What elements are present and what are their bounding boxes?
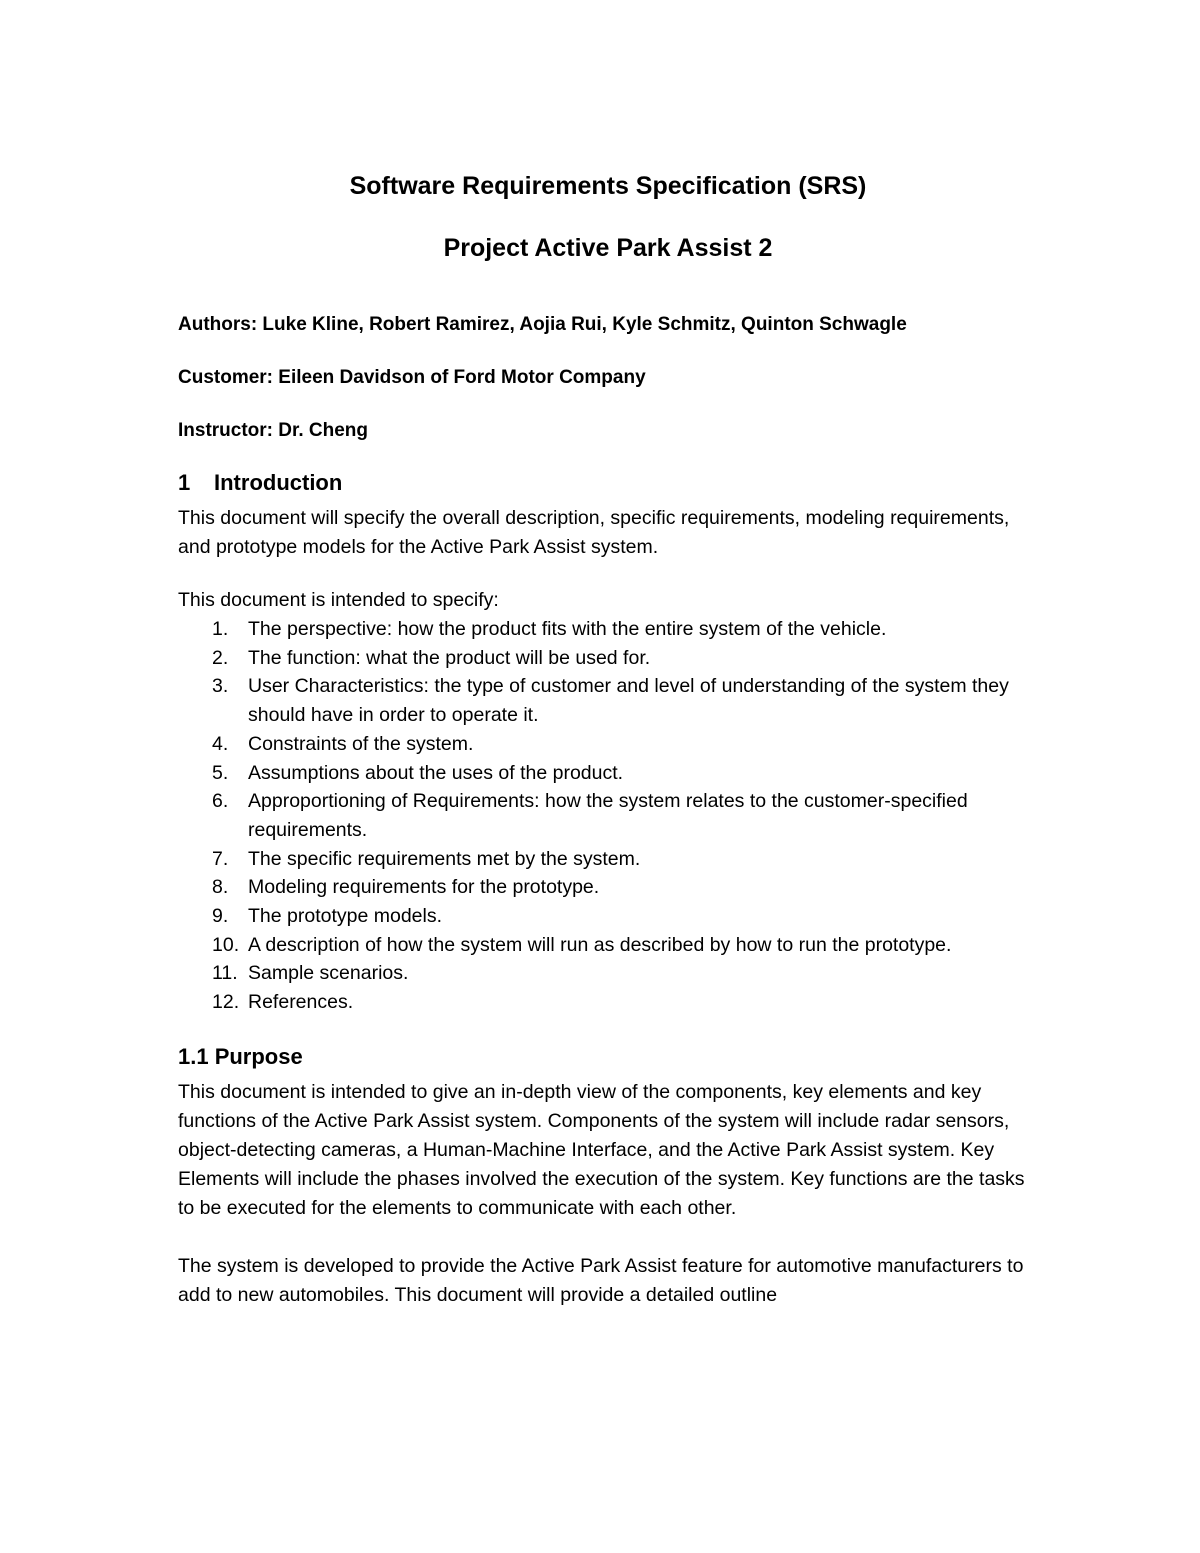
list-item-text: Assumptions about the uses of the product. (248, 761, 624, 784)
introduction-list (178, 615, 1038, 1017)
section-number: 1 (178, 470, 191, 495)
section-heading-purpose: 1.1 Purpose (178, 1043, 303, 1069)
purpose-paragraph-1: This document is intended to give an in-depth view of the components, key elements and key functions of the Active Park Assist system. Components of the system will include radar sensors, object-detecting cameras, a Human-Machine Interface, and the Active Park Assist system. Key Elements will include the phases involved the execution of the system. Key functions are the tasks to be executed for the elements to communicate with each other. (178, 1080, 1025, 1219)
list-item-number: 11. (212, 962, 238, 985)
purpose-paragraph-2: The system is developed to provide the Active Park Assist feature for automotive manufacturers to add to new automobiles. This document will provide a detailed outline (178, 1254, 1024, 1306)
customer-line: Customer: Eileen Davidson of Ford Motor Company (178, 367, 646, 388)
list-item (178, 845, 1038, 874)
list-item-number: 1. (212, 618, 229, 640)
document-content (178, 168, 1038, 1310)
list-item (178, 959, 1038, 988)
list-item-text: References. (248, 991, 354, 1014)
list-item-number: 12. (212, 991, 240, 1014)
list-item-text: The specific requirements met by the system. (248, 847, 641, 870)
section-title: Introduction (214, 470, 343, 495)
list-item-text: User Characteristics: the type of customer and level of understanding of the system they should have in order to operate it. (248, 675, 1009, 727)
document-title: Software Requirements Specification (SRS) (349, 172, 867, 200)
list-item-number: 2. (212, 646, 229, 669)
list-item-text: Constraints of the system. (248, 732, 474, 755)
list-item-text: The function: what the product will be used for. (248, 646, 651, 669)
list-item (178, 615, 1038, 644)
list-item-number: 7. (212, 847, 229, 870)
list-item-text: The perspective: how the product fits with the entire system of the vehicle. (248, 618, 887, 640)
list-item (178, 787, 1038, 844)
list-item (178, 730, 1038, 759)
list-item-number: 9. (212, 905, 229, 928)
list-item-text: Approportioning of Requirements: how the system relates to the customer-specified requirements. (248, 790, 968, 841)
list-item-number: 5. (212, 761, 229, 784)
list-item-number: 3. (212, 675, 229, 698)
section-heading-introduction (178, 468, 1038, 498)
list-item (178, 672, 1038, 729)
list-item-number: 6. (212, 790, 229, 813)
list-item (178, 931, 1038, 960)
list-item-text: A description of how the system will run as described by how to run the prototype. (248, 933, 952, 956)
list-item (178, 902, 1038, 931)
list-item-text: The prototype models. (248, 905, 443, 928)
list-item-number: 4. (212, 732, 229, 755)
introduction-paragraph: This document will specify the overall description, specific requirements, modeling requirements, and prototype models for the Active Park Assist system. (178, 507, 1010, 558)
list-item (178, 988, 1038, 1017)
list-item-text: Modeling requirements for the prototype. (248, 876, 600, 899)
list-item (178, 759, 1038, 788)
document-subtitle: Project Active Park Assist 2 (443, 234, 773, 262)
introduction-lead: This document is intended to specify: (178, 589, 499, 611)
list-item (178, 873, 1038, 902)
list-item-number: 8. (212, 876, 229, 899)
instructor-line: Instructor: Dr. Cheng (178, 420, 369, 441)
list-item-text: Sample scenarios. (248, 962, 409, 985)
authors-line: Authors: Luke Kline, Robert Ramirez, Aojia Rui, Kyle Schmitz, Quinton Schwagle (178, 314, 907, 335)
list-item-number: 10. (212, 933, 240, 956)
list-item (178, 644, 1038, 673)
